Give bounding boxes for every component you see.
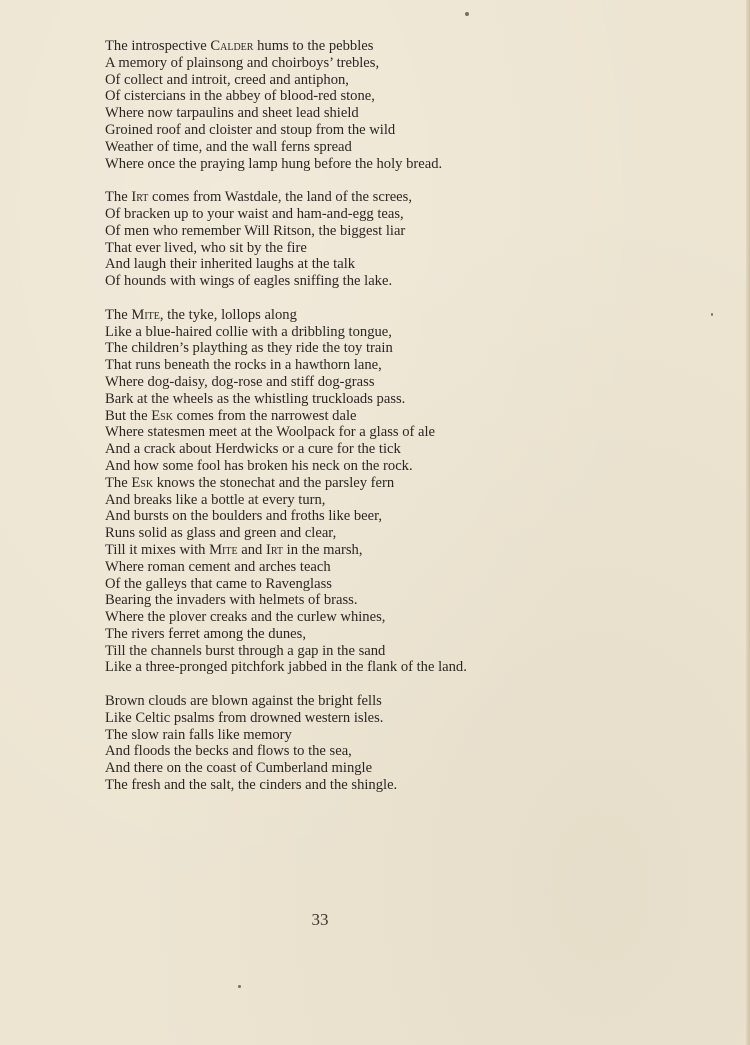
poem-line — [105, 307, 705, 324]
line-text: The children’s plaything as they ride the toy train — [105, 340, 393, 357]
poem-line — [105, 424, 705, 441]
poem-line — [105, 458, 705, 475]
page-edge — [746, 0, 750, 1045]
paper-speck — [711, 313, 713, 316]
line-text: comes from Wastdale, the land of the screes, — [148, 189, 412, 206]
stanza — [105, 38, 705, 172]
line-text: And floods the becks and flows to the sea, — [105, 743, 352, 760]
line-text: Till it mixes with — [105, 541, 210, 558]
line-text: A memory of plainsong and choirboys’ trebles, — [105, 54, 380, 71]
poem-line — [105, 374, 705, 391]
line-text: The — [105, 474, 132, 491]
line-text: The fresh and the salt, the cinders and the shingle. — [105, 777, 398, 794]
poem-line — [105, 38, 705, 55]
line-text: Brown clouds are blown against the bright fells — [105, 693, 382, 710]
line-text: Of men who remember Will Ritson, the biggest liar — [105, 222, 406, 239]
line-text: The — [105, 306, 132, 323]
poem-line — [105, 693, 705, 710]
stanza — [105, 189, 705, 290]
poem-line — [105, 525, 705, 542]
poem-line — [105, 710, 705, 727]
poem-line — [105, 592, 705, 609]
line-text: And there on the coast of Cumberland mingle — [105, 760, 373, 777]
line-text: That ever lived, who sit by the fire — [105, 239, 307, 256]
river-name: Irt — [265, 541, 284, 558]
paper-speck — [465, 12, 469, 16]
poem-line — [105, 340, 705, 357]
line-text: Where now tarpaulins and sheet lead shield — [105, 105, 359, 122]
poem-line — [105, 156, 705, 173]
poem-line — [105, 105, 705, 122]
poem-line — [105, 88, 705, 105]
poem-line — [105, 357, 705, 374]
line-text: But the — [105, 407, 152, 424]
poem-line — [105, 743, 705, 760]
line-text: Till the channels burst through a gap in the sand — [105, 642, 386, 659]
line-text: Where roman cement and arches teach — [105, 558, 331, 575]
line-text: The — [105, 189, 132, 206]
line-text: Where statesmen meet at the Woolpack for a glass of ale — [105, 424, 436, 441]
poem-line — [105, 542, 705, 559]
line-text: Groined roof and cloister and stoup from the wild — [105, 121, 396, 138]
line-text: hums to the pebbles — [253, 38, 374, 54]
river-name: Mite — [131, 306, 160, 323]
poem-line — [105, 659, 705, 676]
poem-line — [105, 408, 705, 425]
poem-line — [105, 189, 705, 206]
page-number: 33 — [311, 910, 329, 929]
line-text: comes from the narrowest dale — [172, 407, 357, 424]
poem-line — [105, 609, 705, 626]
poem-line — [105, 508, 705, 525]
line-text: Of hounds with wings of eagles sniffing the lake. — [105, 273, 393, 290]
line-text: And bursts on the boulders and froths like beer, — [105, 508, 383, 525]
line-text: Bearing the invaders with helmets of brass. — [105, 592, 358, 609]
line-text: Like a three-pronged pitchfork jabbed in the flank of the land. — [105, 659, 467, 676]
line-text: Of bracken up to your waist and ham-and-egg teas, — [105, 205, 404, 222]
line-text: Bark at the wheels as the whistling truckloads pass. — [105, 390, 406, 407]
poem-line — [105, 324, 705, 341]
line-text: Like Celtic psalms from drowned western isles. — [105, 709, 384, 726]
line-text: And a crack about Herdwicks or a cure for the tick — [105, 441, 401, 458]
line-text: The slow rain falls like memory — [105, 726, 292, 743]
poem-line — [105, 626, 705, 643]
poem-line — [105, 475, 705, 492]
poem-line — [105, 576, 705, 593]
line-text: Of cistercians in the abbey of blood-red stone, — [105, 88, 375, 105]
line-text: Of collect and introit, creed and antiphon, — [105, 71, 349, 88]
river-name: Esk — [151, 407, 173, 424]
line-text: And laugh their inherited laughs at the talk — [105, 256, 356, 273]
line-text: knows the stonechat and the parsley fern — [153, 474, 395, 491]
line-text: Where once the praying lamp hung before the holy bread. — [105, 155, 443, 172]
line-text: and — [237, 541, 266, 558]
poem-line — [105, 240, 705, 257]
poem-text — [105, 38, 705, 811]
poem-line — [105, 441, 705, 458]
poem-line — [105, 492, 705, 509]
line-text: Like a blue-haired collie with a dribbling tongue, — [105, 323, 392, 340]
poem-line — [105, 223, 705, 240]
poem-line — [105, 206, 705, 223]
poem-line — [105, 559, 705, 576]
line-text: That runs beneath the rocks in a hawthorn lane, — [105, 357, 382, 374]
line-text: Of the galleys that came to Ravenglass — [105, 575, 332, 592]
poem-line — [105, 139, 705, 156]
river-name: Mite — [209, 541, 238, 558]
line-text: Where the plover creaks and the curlew whines, — [105, 609, 386, 626]
poem-line — [105, 72, 705, 89]
stanza — [105, 307, 705, 677]
line-text: Weather of time, and the wall ferns spread — [105, 138, 352, 155]
line-text: The rivers ferret among the dunes, — [105, 625, 306, 642]
line-text: And breaks like a bottle at every turn, — [105, 491, 326, 508]
line-text: The introspective — [105, 38, 211, 54]
paper-speck — [238, 985, 241, 988]
stanza — [105, 693, 705, 794]
poem-line — [105, 122, 705, 139]
poem-line — [105, 273, 705, 290]
poem-line — [105, 727, 705, 744]
river-name: Esk — [131, 474, 154, 491]
poem-line — [105, 777, 705, 794]
poem-line — [105, 256, 705, 273]
poem-line — [105, 760, 705, 777]
line-text: Where dog-daisy, dog-rose and stiff dog-grass — [105, 373, 375, 390]
river-name: Irt — [131, 189, 149, 206]
line-text: Runs solid as glass and green and clear, — [105, 525, 337, 542]
poem-line — [105, 643, 705, 660]
line-text: , the tyke, lollops along — [159, 306, 297, 323]
line-text: And how some fool has broken his neck on the rock. — [105, 457, 413, 474]
poem-line — [105, 55, 705, 72]
line-text: in the marsh, — [283, 541, 363, 558]
poem-line — [105, 391, 705, 408]
river-name: Calder — [210, 38, 254, 54]
